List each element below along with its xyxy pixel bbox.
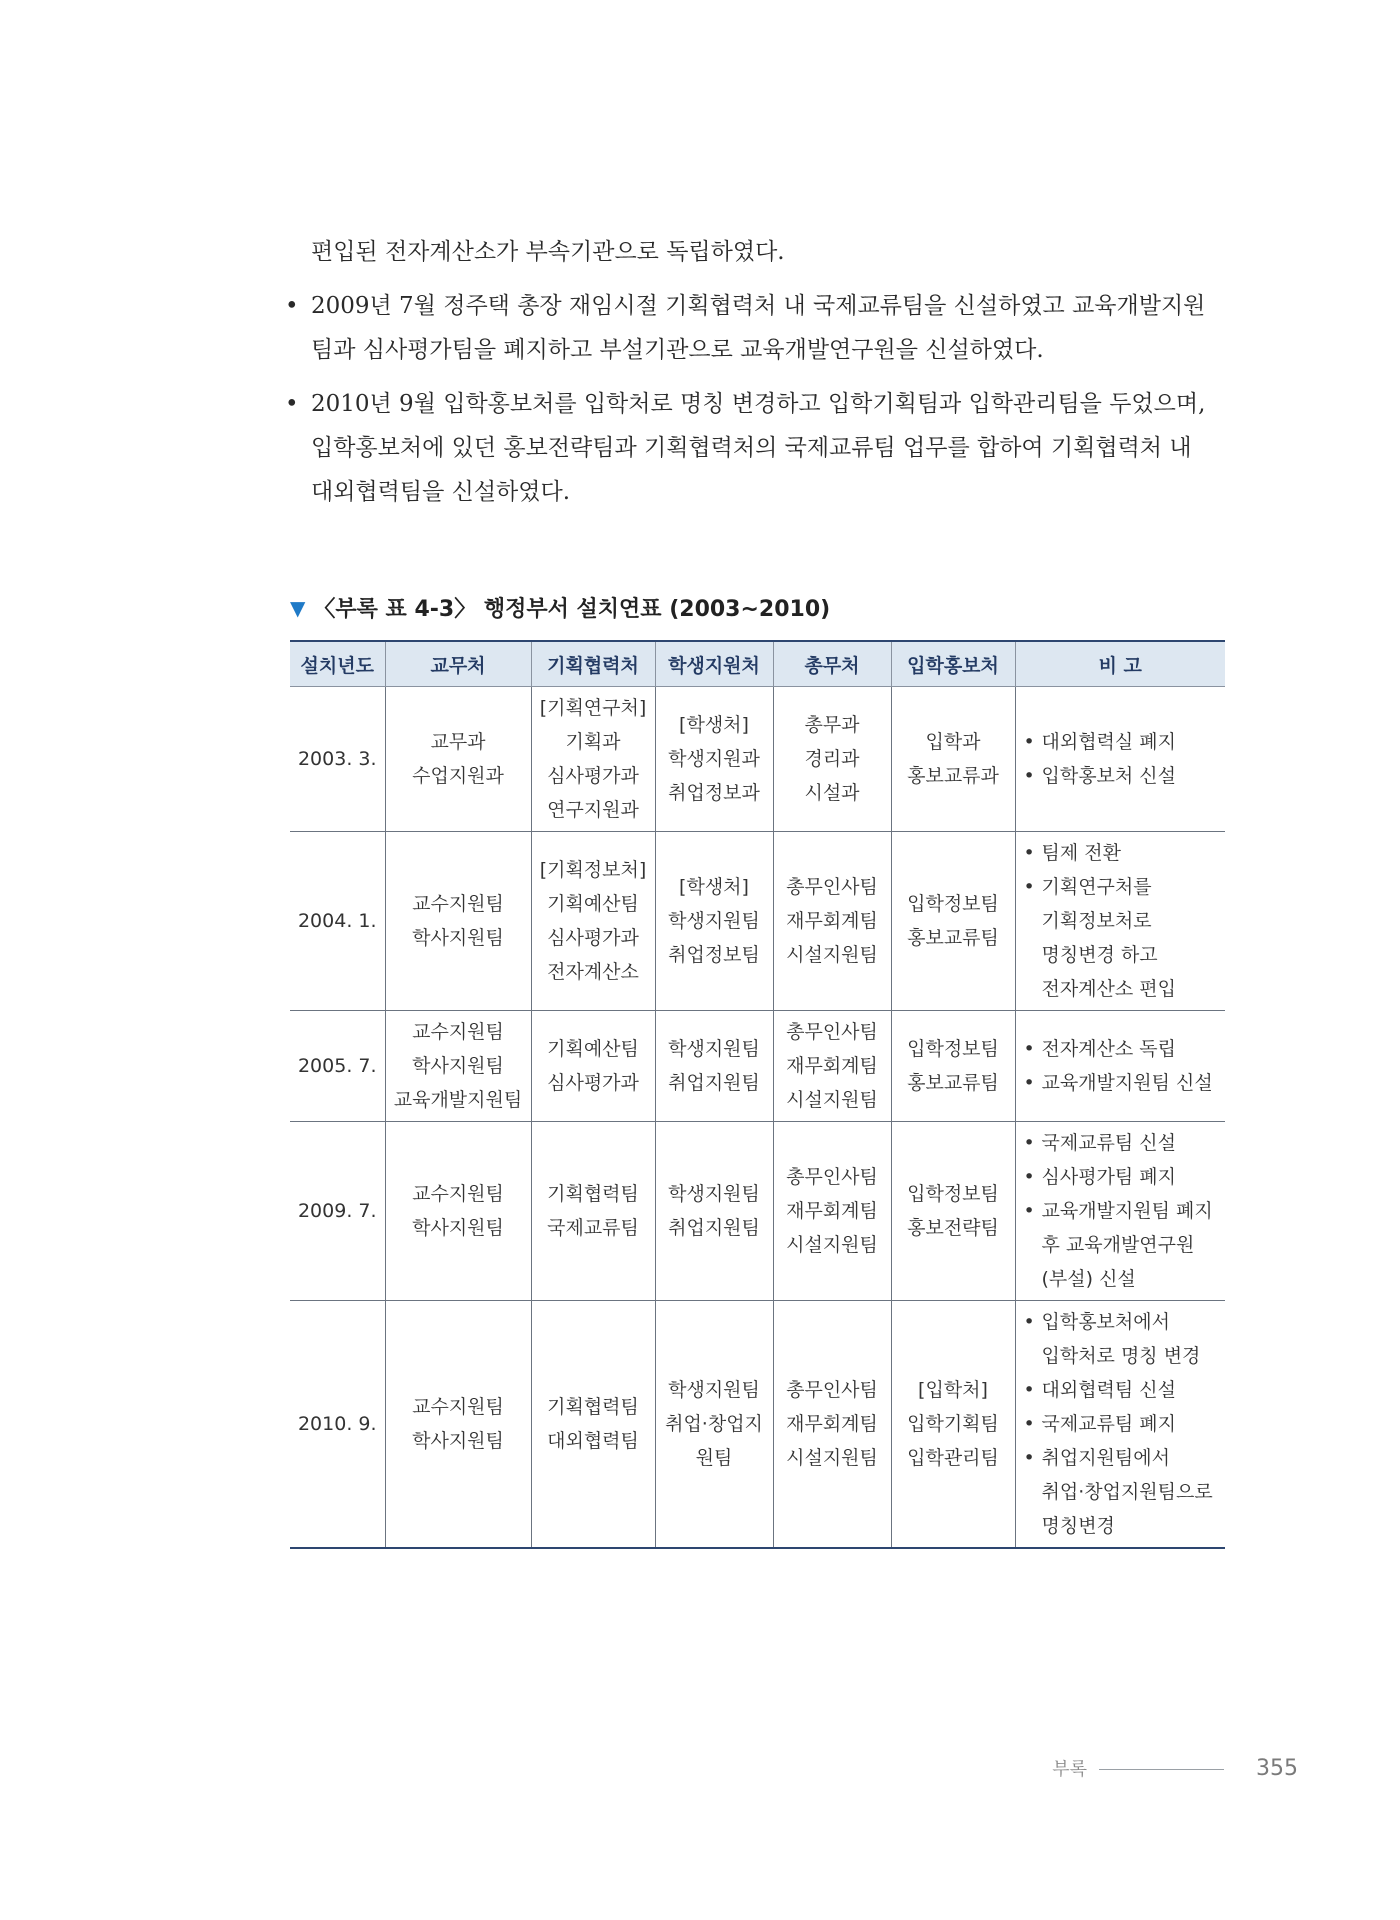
note-item: • 취업지원팀에서 [1022, 1441, 1222, 1475]
cell-line: [학생처] [679, 876, 749, 898]
table-cell [891, 1011, 1015, 1122]
note-item: • 팀제 전환 [1022, 836, 1222, 870]
table-row [290, 1011, 1225, 1122]
note-item: • 대외협력실 폐지 [1022, 725, 1222, 759]
note-item: • 입학홍보처에서 [1022, 1305, 1222, 1339]
footer-section-label: 부록 [1052, 1759, 1087, 1780]
cell-line: 재무회계팀 [786, 1055, 878, 1077]
notes-cell [1015, 1011, 1225, 1122]
cell-line: 학생지원팀 [668, 910, 760, 932]
table-cell [531, 1011, 655, 1122]
column-header: 학생지원처 [655, 641, 773, 687]
cell-line: 총무인사팀 [786, 1166, 878, 1188]
cell-line: 시설지원팀 [786, 1447, 878, 1469]
cell-line: 국제교류팀 [547, 1217, 639, 1239]
table-cell [891, 832, 1015, 1011]
cell-line: 입학관리팀 [907, 1447, 999, 1469]
table-cell [773, 1011, 891, 1122]
cell-line: 총무인사팀 [786, 1379, 878, 1401]
table-row [290, 687, 1225, 832]
table-cell [891, 687, 1015, 832]
table-cell [655, 1301, 773, 1549]
cell-line: 시설지원팀 [786, 1234, 878, 1256]
note-item: • 대외협력팀 신설 [1022, 1373, 1222, 1407]
column-header: 비 고 [1015, 641, 1225, 687]
cell-line: 학사지원팀 [412, 1217, 504, 1239]
note-item: • 전자계산소 독립 [1022, 1032, 1222, 1066]
cell-line: 시설과 [804, 782, 860, 804]
bullet-paragraph [285, 382, 1230, 514]
cell-line: 학생지원과 [668, 748, 760, 770]
note-continuation: 후 교육개발연구원 [1041, 1234, 1195, 1256]
paragraph-line: 입학홍보처에 있던 홍보전략팀과 기획협력처의 국제교류팀 업무를 합하여 기획협력처 내 [311, 435, 1192, 461]
department-timeline-table [290, 640, 1225, 1549]
note-item: • 교육개발지원팀 폐지 [1022, 1194, 1222, 1228]
cell-line: 재무회계팀 [786, 1413, 878, 1435]
cell-line: 학생지원팀 [668, 1183, 760, 1205]
cell-line: [입학처] [918, 1379, 988, 1401]
cell-line: 취업정보팀 [668, 944, 760, 966]
cell-line: 입학기획팀 [907, 1413, 999, 1435]
cell-line: 총무인사팀 [786, 876, 878, 898]
cell-line: 학사지원팀 [412, 927, 504, 949]
body-text [285, 230, 1230, 514]
note-item: • 국제교류팀 신설 [1022, 1126, 1222, 1160]
cell-line: 기획협력팀 [547, 1183, 639, 1205]
bullet-icon: • [285, 391, 299, 417]
table-cell [773, 1301, 891, 1549]
cell-line: 경리과 [804, 748, 860, 770]
cell-line: 입학과 [925, 731, 981, 753]
cell-line: 원팀 [695, 1447, 733, 1469]
cell-line: 학사지원팀 [412, 1055, 504, 1077]
paragraph-line: 2010년 9월 입학홍보처를 입학처로 명칭 변경하고 입학기획팀과 입학관리팀을 두었으며, [311, 391, 1206, 417]
year-cell: 2005. 7. [290, 1011, 385, 1122]
paragraph-line: 팀과 심사평가팀을 폐지하고 부설기관으로 교육개발연구원을 신설하였다. [311, 337, 1044, 363]
column-header: 입학홍보처 [891, 641, 1015, 687]
cell-line: 홍보교류팀 [907, 927, 999, 949]
table-cell [655, 687, 773, 832]
table-cell [385, 1301, 531, 1549]
cell-line: 취업지원팀 [668, 1217, 760, 1239]
table-cell [385, 1122, 531, 1301]
notes-cell [1015, 832, 1225, 1011]
cell-line: 기획과 [565, 731, 621, 753]
note-continuation: 입학처로 명칭 변경 [1041, 1345, 1201, 1367]
cell-line: 교수지원팀 [412, 893, 504, 915]
note-continuation: (부설) 신설 [1041, 1268, 1136, 1290]
table-caption-text: 〈부록 표 4-3〉 행정부서 설치연표 (2003~2010) [313, 597, 831, 622]
cell-line: 홍보교류팀 [907, 1072, 999, 1094]
cell-line: 취업·창업지 [665, 1413, 763, 1435]
table-cell [773, 1122, 891, 1301]
cell-line: 수업지원과 [412, 765, 504, 787]
note-continuation: 명칭변경 [1041, 1515, 1115, 1537]
note-item: • 입학홍보처 신설 [1022, 759, 1222, 793]
cell-line: [기획연구처] [539, 697, 647, 719]
table-cell [385, 832, 531, 1011]
note-item: • 기획연구처를 [1022, 870, 1222, 904]
table-row [290, 1301, 1225, 1549]
cell-line: 심사평가과 [547, 1072, 639, 1094]
notes-cell [1015, 687, 1225, 832]
triangle-down-icon: ▼ [290, 595, 306, 620]
cell-line: 기획예산팀 [547, 1038, 639, 1060]
cell-line: 학생지원팀 [668, 1379, 760, 1401]
intro-paragraph [285, 230, 1230, 274]
cell-line: 심사평가과 [547, 765, 639, 787]
table-cell [531, 687, 655, 832]
cell-line: 총무인사팀 [786, 1021, 878, 1043]
year-cell: 2004. 1. [290, 832, 385, 1011]
cell-line: [학생처] [679, 714, 749, 736]
year-cell: 2010. 9. [290, 1301, 385, 1549]
cell-line: 대외협력팀 [547, 1430, 639, 1452]
table-body [290, 687, 1225, 1549]
paragraph-line: 2009년 7월 정주택 총장 재임시절 기획협력처 내 국제교류팀을 신설하였고 교육개발지원 [311, 293, 1206, 319]
cell-line: 전자계산소 [547, 961, 639, 983]
column-header: 교무처 [385, 641, 531, 687]
cell-line: 취업지원팀 [668, 1072, 760, 1094]
year-cell: 2003. 3. [290, 687, 385, 832]
column-header: 설치년도 [290, 641, 385, 687]
table-cell [655, 1011, 773, 1122]
cell-line: 교무과 [430, 731, 486, 753]
table-cell [531, 1301, 655, 1549]
table-caption [290, 592, 830, 623]
bullet-icon: • [285, 293, 299, 319]
cell-line: 기획예산팀 [547, 893, 639, 915]
cell-line: 교수지원팀 [412, 1183, 504, 1205]
cell-line: 기획협력팀 [547, 1396, 639, 1418]
paragraph-line: 대외협력팀을 신설하였다. [311, 479, 571, 505]
cell-line: 홍보전략팀 [907, 1217, 999, 1239]
cell-line: 총무과 [804, 714, 860, 736]
table-cell [891, 1301, 1015, 1549]
cell-line: 입학정보팀 [907, 1183, 999, 1205]
intro-line: 편입된 전자계산소가 부속기관으로 독립하였다. [311, 239, 785, 265]
bullet-paragraph [285, 284, 1230, 372]
cell-line: 연구지원과 [547, 799, 639, 821]
table-header-row [290, 641, 1225, 687]
year-cell: 2009. 7. [290, 1122, 385, 1301]
footer-rule [1099, 1769, 1224, 1770]
column-header: 총무처 [773, 641, 891, 687]
note-continuation: 명칭변경 하고 [1041, 944, 1158, 966]
table-cell [773, 832, 891, 1011]
table-row [290, 832, 1225, 1011]
cell-line: 입학정보팀 [907, 1038, 999, 1060]
cell-line: 교수지원팀 [412, 1396, 504, 1418]
table-cell [773, 687, 891, 832]
page-footer [1052, 1755, 1298, 1781]
note-continuation: 기획정보처로 [1041, 910, 1152, 932]
notes-cell [1015, 1122, 1225, 1301]
cell-line: 시설지원팀 [786, 944, 878, 966]
note-continuation: 전자계산소 편입 [1041, 978, 1177, 1000]
table-cell [655, 832, 773, 1011]
cell-line: 학사지원팀 [412, 1430, 504, 1452]
cell-line: 심사평가과 [547, 927, 639, 949]
table-row [290, 1122, 1225, 1301]
cell-line: 재무회계팀 [786, 910, 878, 932]
cell-line: 시설지원팀 [786, 1089, 878, 1111]
cell-line: 취업정보과 [668, 782, 760, 804]
cell-line: 홍보교류과 [907, 765, 999, 787]
table-cell [531, 1122, 655, 1301]
table-cell [385, 687, 531, 832]
cell-line: [기획정보처] [539, 859, 647, 881]
notes-cell [1015, 1301, 1225, 1549]
cell-line: 입학정보팀 [907, 893, 999, 915]
table-cell [655, 1122, 773, 1301]
table-cell [891, 1122, 1015, 1301]
cell-line: 교육개발지원팀 [393, 1089, 523, 1111]
column-header: 기획협력처 [531, 641, 655, 687]
note-continuation: 취업·창업지원팀으로 [1041, 1481, 1213, 1503]
note-item: • 교육개발지원팀 신설 [1022, 1066, 1222, 1100]
cell-line: 교수지원팀 [412, 1021, 504, 1043]
cell-line: 재무회계팀 [786, 1200, 878, 1222]
table-cell [385, 1011, 531, 1122]
cell-line: 학생지원팀 [668, 1038, 760, 1060]
table-cell [531, 832, 655, 1011]
page-number: 355 [1256, 1755, 1298, 1781]
note-item: • 국제교류팀 폐지 [1022, 1407, 1222, 1441]
note-item: • 심사평가팀 폐지 [1022, 1160, 1222, 1194]
